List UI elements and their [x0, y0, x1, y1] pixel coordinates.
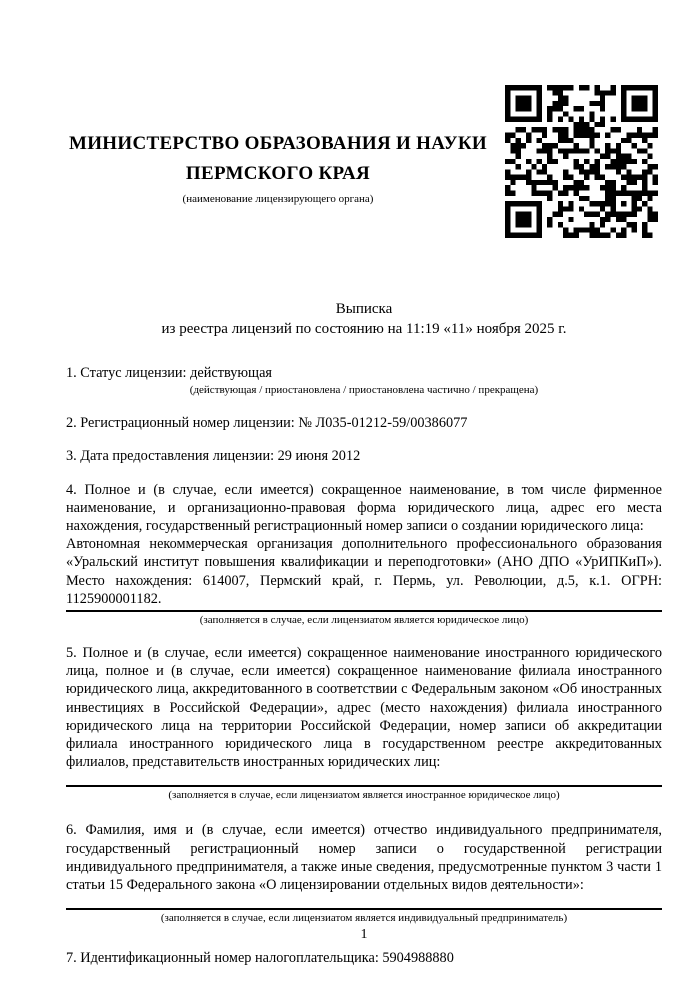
ministry-caption: (наименование лицензирующего органа): [182, 193, 374, 205]
document-title: [66, 299, 662, 339]
field-entrepreneur-question: 6. Фамилия, имя и (в случае, если имеется) отчество индивидуального предпринимателя, государственный регистрационный номер записи о государственной регистрации индивидуального предпринимателя, а также иные сведения, предусмотренные пунктом 3 части 1 статьи 15 Федерального закона «О лицензировании отдельных видов деятельности»:: [66, 822, 662, 894]
title-line-1: Выписка: [335, 301, 393, 317]
document-body: [66, 364, 662, 967]
ministry-name-line-1: МИНИСТЕРСТВО ОБРАЗОВАНИЯ И НАУКИ: [68, 133, 488, 154]
title-line-2: из реестра лицензий по состоянию на 11:19 «11» ноября 2025 г.: [161, 321, 567, 337]
page-number: 1: [360, 927, 368, 942]
entrepreneur-underline: [66, 908, 662, 910]
ministry-header: [66, 129, 490, 206]
field-taxpayer-number: 7. Идентификационный номер налогоплательщика: 5904988880: [66, 950, 454, 967]
field-legal-entity-question: 4. Полное и (в случае, если имеется) сокращенное наименование, в том числе фирменное наименование, и организационно-правовая форма юридического лица, адрес его места нахождения, государственный регистрационный номер записи о создании юридического лица:: [66, 481, 662, 535]
field-grant-date: 3. Дата предоставления лицензии: 29 июня 2012: [66, 448, 361, 465]
field-entrepreneur-caption: (заполняется в случае, если лицензиатом является индивидуальный предприниматель): [160, 912, 568, 925]
field-legal-entity-value: Автономная некоммерческая организация дополнительного профессионального образования «Уральский институт повышения квалификации и переподготовки» (АНО ДПО «УрИПКиП»). Место нахождения: 614007, Пермский край, г. Пермь, ул. Революции, д.5, к.1. ОГРН: 1125900001182.: [66, 536, 662, 607]
field-foreign-entity-caption: (заполняется в случае, если лицензиатом является иностранное юридическое лицо): [168, 789, 560, 802]
legal-entity-underline: [66, 610, 662, 612]
foreign-entity-underline: [66, 785, 662, 787]
field-foreign-entity-question: 5. Полное и (в случае, если имеется) сокращенное наименование иностранного юридического лица, полное и (в случае, если имеется) сокращенное наименование филиала иностранного юридического лица, аккредитованного в соответствии с Федеральным законом «Об иностранных инвестициях в Российской Федерации», адрес (место нахождения) филиала иностранного юридического лица на территории Российской Федерации, номер записи об аккредитации филиала иностранного юридического лица в государственном реестре аккредитованных филиалов, представительств иностранных юридических лиц:: [66, 645, 662, 771]
field-legal-entity-caption: (заполняется в случае, если лицензиатом является юридическое лицо): [199, 614, 529, 627]
qr-code: [505, 85, 658, 238]
field-registration-number: 2. Регистрационный номер лицензии: № Л035-01212-59/00386077: [66, 415, 468, 432]
field-license-status-caption: (действующая / приостановлена / приостановлена частично / прекращена): [189, 384, 539, 397]
field-license-status: 1. Статус лицензии: действующая: [66, 365, 272, 381]
ministry-name-line-2: ПЕРМСКОГО КРАЯ: [185, 163, 371, 184]
